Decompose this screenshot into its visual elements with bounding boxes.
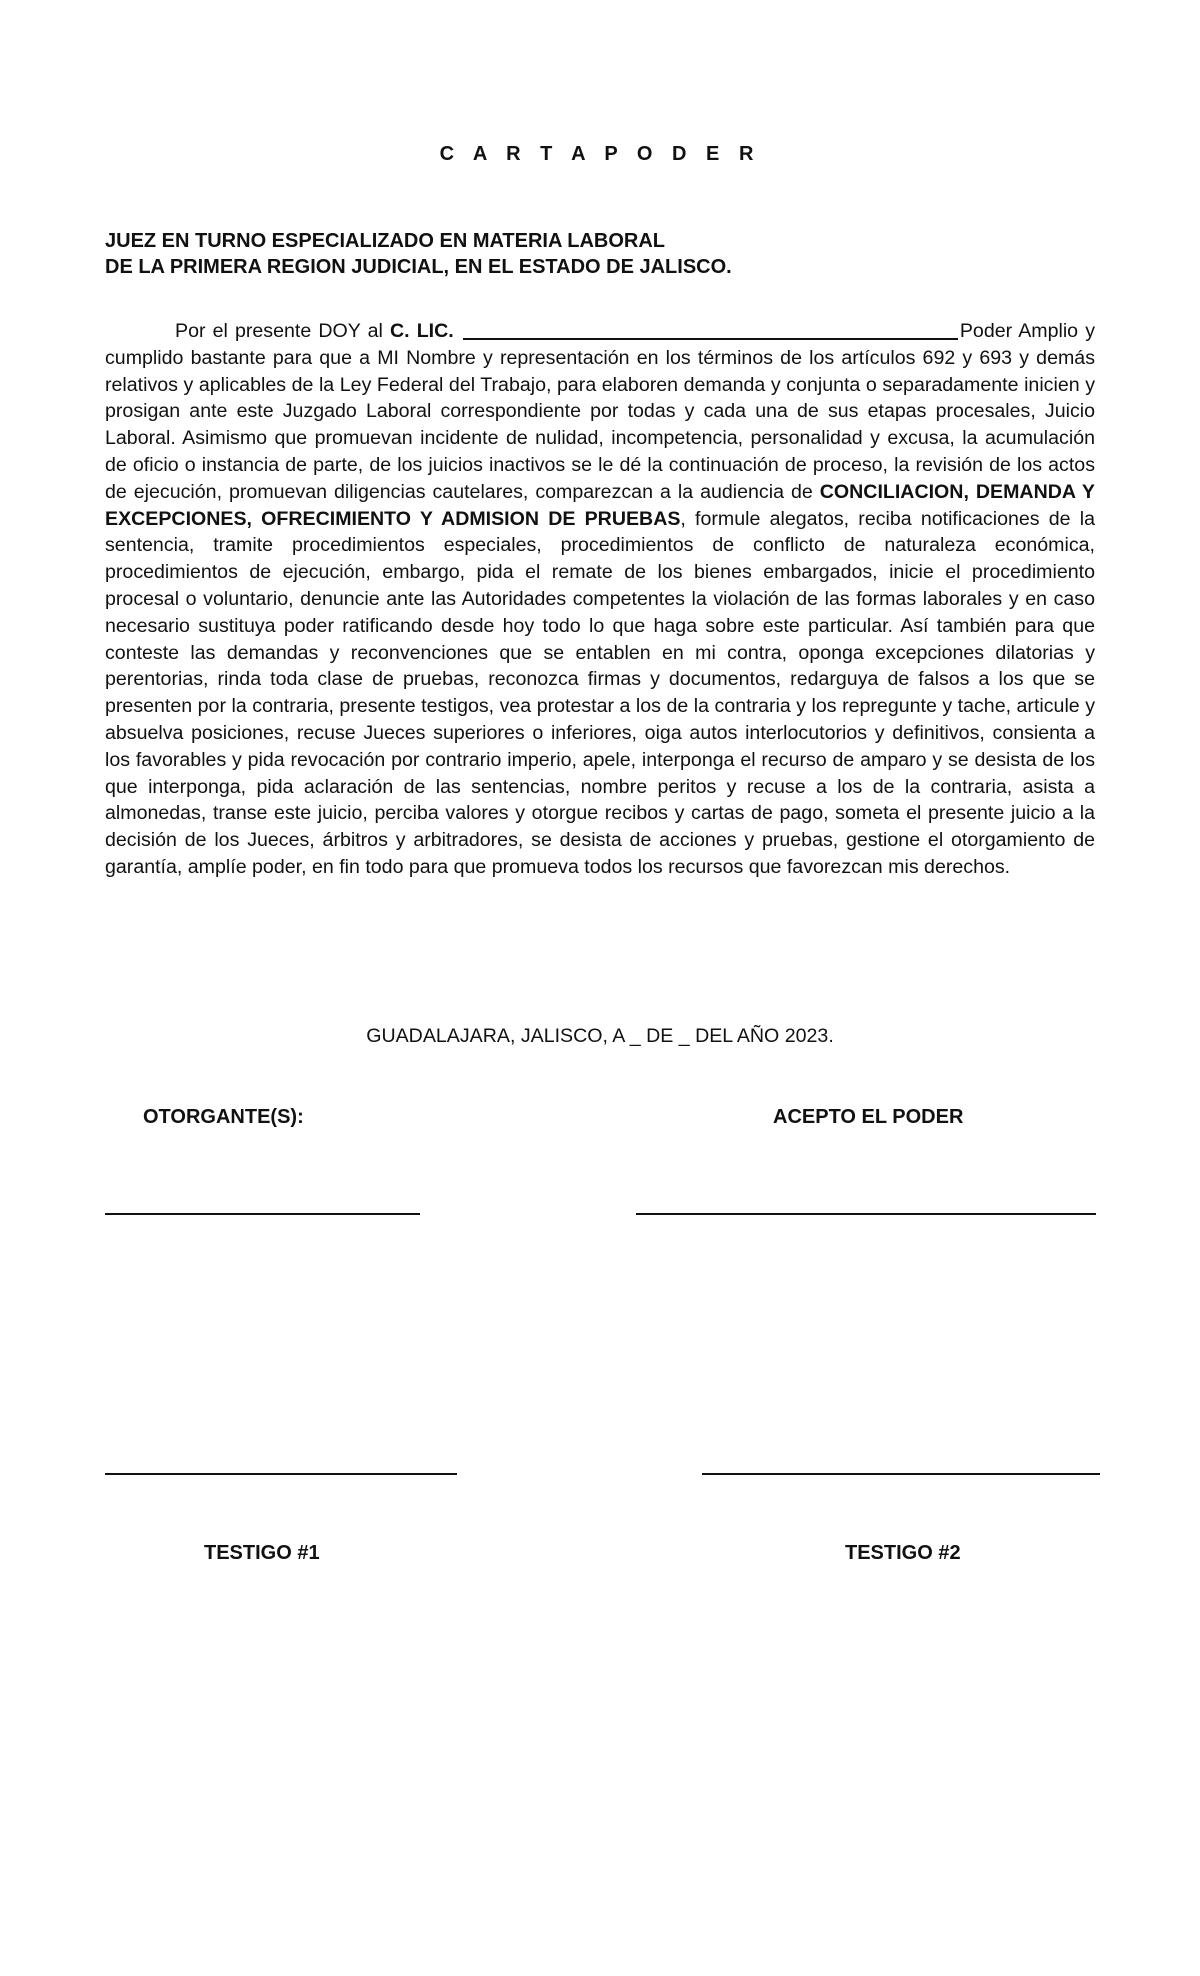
witness1-label: TESTIGO #1 xyxy=(204,1542,320,1564)
attorney-name-blank[interactable] xyxy=(463,318,958,340)
addressee-line-1: JUEZ EN TURNO ESPECIALIZADO EN MATERIA LABORAL xyxy=(105,230,666,252)
hearing-stages-bold: CONCILIACION, DEMANDA Y EXCEPCIONES, OFRECIMIENTO Y ADMISION DE PRUEBAS xyxy=(105,480,1096,530)
place-date: GUADALAJARA, JALISCO, A _ DE _ DEL AÑO 2023. xyxy=(366,1025,834,1047)
witness1-signature-line xyxy=(105,1473,457,1475)
grantor-label: OTORGANTE(S): xyxy=(143,1106,304,1128)
witness2-label: TESTIGO #2 xyxy=(845,1542,961,1564)
body-intro: Por el presente DOY al xyxy=(175,320,390,342)
witness2-signature-line xyxy=(702,1473,1100,1475)
grantor-signature-line xyxy=(105,1213,420,1215)
accept-power-label: ACEPTO EL PODER xyxy=(773,1106,964,1128)
body-paragraph xyxy=(105,318,1095,881)
attorney-signature-line xyxy=(636,1213,1096,1215)
body-powers-text: Poder Amplio y cumplido bastante para que a MI Nombre y representación en los términos de los artículos 692 y 693 y demás relativos y aplicables de la Ley Federal del Trabajo, para elaboren demanda y conjunta o separadamente inicien y prosigan ante este Juzgado Laboral correspondiente por todas y cada una de sus etapas procesales, Juicio Laboral. Asimismo que promuevan incidente de nulidad, incompetencia, personalidad y excusa, la acumulación de oficio o instancia de parte, de los juicios inactivos se le dé la continuación de proceso, la revisión de los actos de ejecución, promuevan diligencias cautelares, comparezcan a la audiencia de xyxy=(105,320,1096,503)
addressee-block xyxy=(105,228,732,280)
body-rest-text: , formule alegatos, reciba notificaciones de la sentencia, tramite procedimientos especiales, procedimientos de conflicto de naturaleza económica, procedimientos de ejecución, embargo, pida el remate de los bienes embargados, inicie el procedimiento procesal o voluntario, denuncie ante las Autoridades competentes la violación de las formas laborales y en caso necesario sustituya poder ratificando desde hoy todo lo que haga sobre este particular. Así también para que conteste las demandas y reconvenciones que se entablen en mi contra, oponga excepciones dilatorias y perentorias, rinda toda clase de pruebas, reconozca firmas y documentos, redarguya de falsos a los que se presenten por la contraria, presente testigos, vea protestar a los de la contraria y los repregunte y tache, articule y absuelva posiciones, recuse Jueces superiores o inferiores, oiga autos interlocutorios y definitivos, consienta a los favorables y pida revocación por contrario imperio, apele, interponga el recurso de amparo y se desista de los que interponga, pida aclaración de las sentencias, nombre peritos y recuse a los de la contraria, asista a almonedas, transe este juicio, perciba valores y otorgue recibos y cartas de pago, someta el presente juicio a la decisión de los Jueces, árbitros y arbitradores, se desista de acciones y pruebas, gestione el otorgamiento de garantía, amplíe poder, en fin todo para que promueva todos los recursos que favorezcan mis derechos. xyxy=(105,507,1095,878)
lic-label: C. LIC. xyxy=(389,320,454,342)
document-title: C A R T A P O D E R xyxy=(439,143,761,165)
addressee-line-2: DE LA PRIMERA REGION JUDICIAL, EN EL ESTADO DE JALISCO. xyxy=(105,256,732,278)
